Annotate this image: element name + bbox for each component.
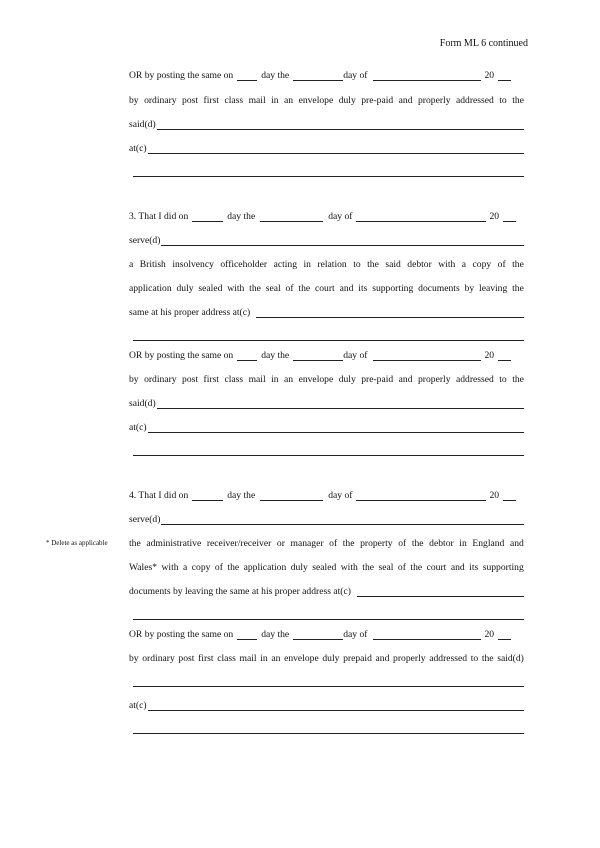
s3-posting-address-line: at(c) (129, 422, 524, 433)
s4-serve-line: serve(d) (129, 514, 524, 525)
s4-serve-field[interactable] (161, 515, 524, 525)
s4-said-field[interactable] (133, 686, 524, 687)
s4-posting-date-line: OR by posting the same on day the day of 20 (129, 629, 524, 640)
s3-posting-year-suffix-field[interactable] (498, 351, 511, 361)
s3-day-field[interactable] (192, 212, 223, 222)
section-3-date-line: 3. That I did on day the day of 20 (129, 211, 524, 222)
s3-serve-field[interactable] (161, 236, 524, 246)
s4-month-field[interactable] (260, 491, 323, 501)
s3-year-suffix-field[interactable] (503, 212, 516, 222)
form-header: Form ML 6 continued (439, 38, 528, 49)
s4-ordinary-post-line: by ordinary post first class mail in an envelope duly prepaid and properly addressed to the said(d) (129, 653, 524, 664)
s4-year-suffix-field[interactable] (503, 491, 516, 501)
s4-posting-year-suffix-field[interactable] (498, 630, 511, 640)
s4-address-line: documents by leaving the same at his proper address at(c) (129, 586, 524, 597)
said-line: said(d) (129, 119, 524, 130)
s3-address-continuation-field[interactable] (133, 340, 524, 341)
s4-day-field[interactable] (192, 491, 223, 501)
s3-posting-month-field[interactable] (293, 351, 343, 361)
s3-said-line: said(d) (129, 398, 524, 409)
s4-address-continuation-field[interactable] (133, 619, 524, 620)
posting-month-field[interactable] (293, 71, 343, 81)
said-field[interactable] (157, 120, 524, 130)
posting-day-field[interactable] (237, 71, 257, 81)
section-4-date-line: 4. That I did on day the day of 20 (129, 490, 524, 501)
posting-year-field[interactable] (373, 71, 481, 81)
address-continuation-field[interactable] (133, 176, 524, 177)
s3-address-line: same at his proper address at(c) (129, 307, 524, 318)
s4-posting-year-field[interactable] (373, 630, 481, 640)
ordinary-post-line: by ordinary post first class mail in an envelope duly pre-paid and properly addressed to the (129, 95, 524, 106)
delete-as-applicable-note: * Delete as applicable (46, 539, 108, 547)
s4-posting-month-field[interactable] (293, 630, 343, 640)
s4-address-field[interactable] (357, 587, 524, 597)
s4-text-line-1: the administrative receiver/receiver or manager of the property of the debtor in England and (129, 538, 524, 549)
s3-text-line-1: a British insolvency officeholder acting in relation to the said debtor with a copy of the (129, 259, 524, 270)
s3-text-line-2: application duly sealed with the seal of the court and its supporting documents by leaving the (129, 283, 524, 294)
s3-address-field[interactable] (256, 308, 524, 318)
s3-posting-day-field[interactable] (237, 351, 257, 361)
s3-serve-line: serve(d) (129, 235, 524, 246)
s3-posting-year-field[interactable] (373, 351, 481, 361)
address-line: at(c) (129, 143, 524, 154)
s3-ordinary-post-line: by ordinary post first class mail in an envelope duly pre-paid and properly addressed to the (129, 374, 524, 385)
s3-year-field[interactable] (356, 212, 486, 222)
posting-year-suffix-field[interactable] (498, 71, 511, 81)
s3-said-field[interactable] (157, 399, 524, 409)
s3-posting-address-continuation-field[interactable] (133, 455, 524, 456)
address-field[interactable] (148, 144, 524, 154)
s4-posting-day-field[interactable] (237, 630, 257, 640)
s3-month-field[interactable] (260, 212, 323, 222)
s3-posting-address-field[interactable] (148, 423, 524, 433)
s4-posting-address-continuation-field[interactable] (133, 733, 524, 734)
s4-posting-address-field[interactable] (148, 701, 524, 711)
s4-year-field[interactable] (356, 491, 486, 501)
s4-text-line-2: Wales* with a copy of the application duly sealed with the seal of the court and its supporting (129, 562, 524, 573)
s4-posting-address-line: at(c) (129, 700, 524, 711)
s3-posting-date-line: OR by posting the same on day the day of 20 (129, 350, 524, 361)
posting-date-line: OR by posting the same on day the day of 20 (129, 70, 524, 81)
